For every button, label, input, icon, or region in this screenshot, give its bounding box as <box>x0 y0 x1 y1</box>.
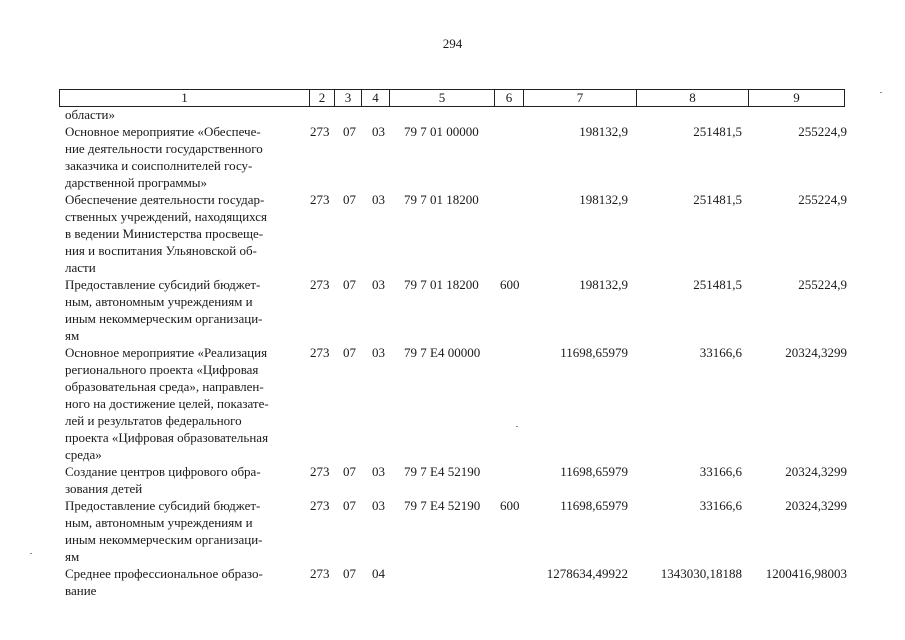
header-col-9: 9 <box>748 90 844 106</box>
description-line: ласти <box>65 260 96 275</box>
description-line: Основное мероприятие «Реализация <box>65 345 268 360</box>
cell-csr: 79 7 01 18200 <box>404 277 479 292</box>
header-col-1: 1 <box>181 90 188 105</box>
header-col-4: 4 <box>361 90 389 106</box>
cell-csr: 79 7 E4 00000 <box>404 345 481 360</box>
row-description <box>65 123 300 191</box>
cell-csr: 79 7 01 00000 <box>404 124 479 139</box>
cell-csr: 79 7 01 18200 <box>404 192 479 207</box>
description-line: заказчика и соисполнителей госу- <box>65 158 253 173</box>
cell-podrazdel: 03 <box>372 345 385 360</box>
cell-podrazdel: 04 <box>372 566 385 581</box>
cell-podrazdel: 03 <box>372 192 385 207</box>
cell-v9: 255224,9 <box>798 277 847 292</box>
cell-razdel: 07 <box>343 566 356 581</box>
row-description <box>65 106 300 123</box>
cell-csr: 79 7 E4 52190 <box>404 498 481 513</box>
cell-v9: 255224,9 <box>798 192 847 207</box>
header-col-5: 5 <box>389 90 494 106</box>
cell-podrazdel: 03 <box>372 498 385 513</box>
cell-podrazdel: 03 <box>372 277 385 292</box>
cell-code: 273 <box>310 498 330 513</box>
cell-v7: 11698,65979 <box>560 498 628 513</box>
cell-v8: 251481,5 <box>693 124 742 139</box>
cell-code: 273 <box>310 124 330 139</box>
cell-v8: 251481,5 <box>693 277 742 292</box>
description-line: Предоставление субсидий бюджет- <box>65 498 261 513</box>
description-line: Предоставление субсидий бюджет- <box>65 277 261 292</box>
description-line: зования детей <box>65 481 143 496</box>
cell-v8: 33166,6 <box>699 464 742 479</box>
cell-v9: 255224,9 <box>798 124 847 139</box>
cell-v7: 11698,65979 <box>560 464 628 479</box>
row-description <box>65 344 300 463</box>
description-line: дарственной программы» <box>65 175 208 190</box>
table-row <box>0 565 905 599</box>
description-line: области» <box>65 107 115 122</box>
description-line: регионального проекта «Цифровая <box>65 362 259 377</box>
description-line: ние деятельности государственного <box>65 141 263 156</box>
cell-code: 273 <box>310 566 330 581</box>
scan-speck <box>30 553 32 554</box>
cell-razdel: 07 <box>343 277 356 292</box>
cell-vr: 600 <box>500 498 520 513</box>
description-line: образовательная среда», направлен- <box>65 379 264 394</box>
description-line: лей и результатов федерального <box>65 413 242 428</box>
cell-vr: 600 <box>500 277 520 292</box>
cell-v8: 33166,6 <box>699 498 742 513</box>
cell-razdel: 07 <box>343 464 356 479</box>
table-header <box>59 89 845 107</box>
table-row <box>0 497 905 565</box>
scan-speck <box>880 92 882 93</box>
description-line: ным, автономным учреждениям и <box>65 294 253 309</box>
description-line: Среднее профессиональное образо- <box>65 566 263 581</box>
cell-v9: 20324,3299 <box>785 464 847 479</box>
header-col-7: 7 <box>523 90 636 106</box>
table-row <box>0 106 905 123</box>
cell-v8: 251481,5 <box>693 192 742 207</box>
header-col-3: 3 <box>334 90 361 106</box>
cell-v8: 33166,6 <box>699 345 742 360</box>
row-description <box>65 565 300 599</box>
description-line: проекта «Цифровая образовательная <box>65 430 269 445</box>
header-col-6: 6 <box>494 90 523 106</box>
header-col-2: 2 <box>309 90 334 106</box>
description-line: Обеспечение деятельности государ- <box>65 192 265 207</box>
header-col-8: 8 <box>636 90 748 106</box>
cell-v7: 198132,9 <box>579 124 628 139</box>
table-row <box>0 123 905 191</box>
cell-razdel: 07 <box>343 192 356 207</box>
description-line: ям <box>65 328 80 343</box>
table-row <box>0 463 905 497</box>
cell-v7: 11698,65979 <box>560 345 628 360</box>
cell-csr: 79 7 E4 52190 <box>404 464 481 479</box>
cell-v9: 1200416,98003 <box>765 566 847 581</box>
cell-v7: 198132,9 <box>579 277 628 292</box>
description-line: вание <box>65 583 97 598</box>
row-description <box>65 191 300 276</box>
cell-podrazdel: 03 <box>372 464 385 479</box>
row-description <box>65 497 300 565</box>
description-line: среда» <box>65 447 102 462</box>
table-row <box>0 191 905 276</box>
cell-razdel: 07 <box>343 124 356 139</box>
description-line: Основное мероприятие «Обеспече- <box>65 124 261 139</box>
cell-razdel: 07 <box>343 345 356 360</box>
description-line: ния и воспитания Ульяновской об- <box>65 243 257 258</box>
description-line: в ведении Министерства просвеще- <box>65 226 264 241</box>
cell-code: 273 <box>310 464 330 479</box>
description-line: ям <box>65 549 80 564</box>
table-row <box>0 344 905 463</box>
row-description <box>65 276 300 344</box>
cell-podrazdel: 03 <box>372 124 385 139</box>
table-body <box>0 106 905 599</box>
cell-v7: 198132,9 <box>579 192 628 207</box>
cell-code: 273 <box>310 345 330 360</box>
cell-razdel: 07 <box>343 498 356 513</box>
cell-code: 273 <box>310 192 330 207</box>
cell-v9: 20324,3299 <box>785 498 847 513</box>
cell-v7: 1278634,49922 <box>546 566 628 581</box>
row-description <box>65 463 300 497</box>
cell-v9: 20324,3299 <box>785 345 847 360</box>
cell-v8: 1343030,18188 <box>660 566 742 581</box>
description-line: Создание центров цифрового обра- <box>65 464 261 479</box>
description-line: иным некоммерческим организаци- <box>65 311 263 326</box>
scan-speck <box>516 426 518 427</box>
table-row <box>0 276 905 344</box>
description-line: ственных учреждений, находящихся <box>65 209 268 224</box>
description-line: ного на достижение целей, показате- <box>65 396 269 411</box>
page-number: 294 <box>442 36 463 51</box>
description-line: ным, автономным учреждениям и <box>65 515 253 530</box>
description-line: иным некоммерческим организаци- <box>65 532 263 547</box>
cell-code: 273 <box>310 277 330 292</box>
